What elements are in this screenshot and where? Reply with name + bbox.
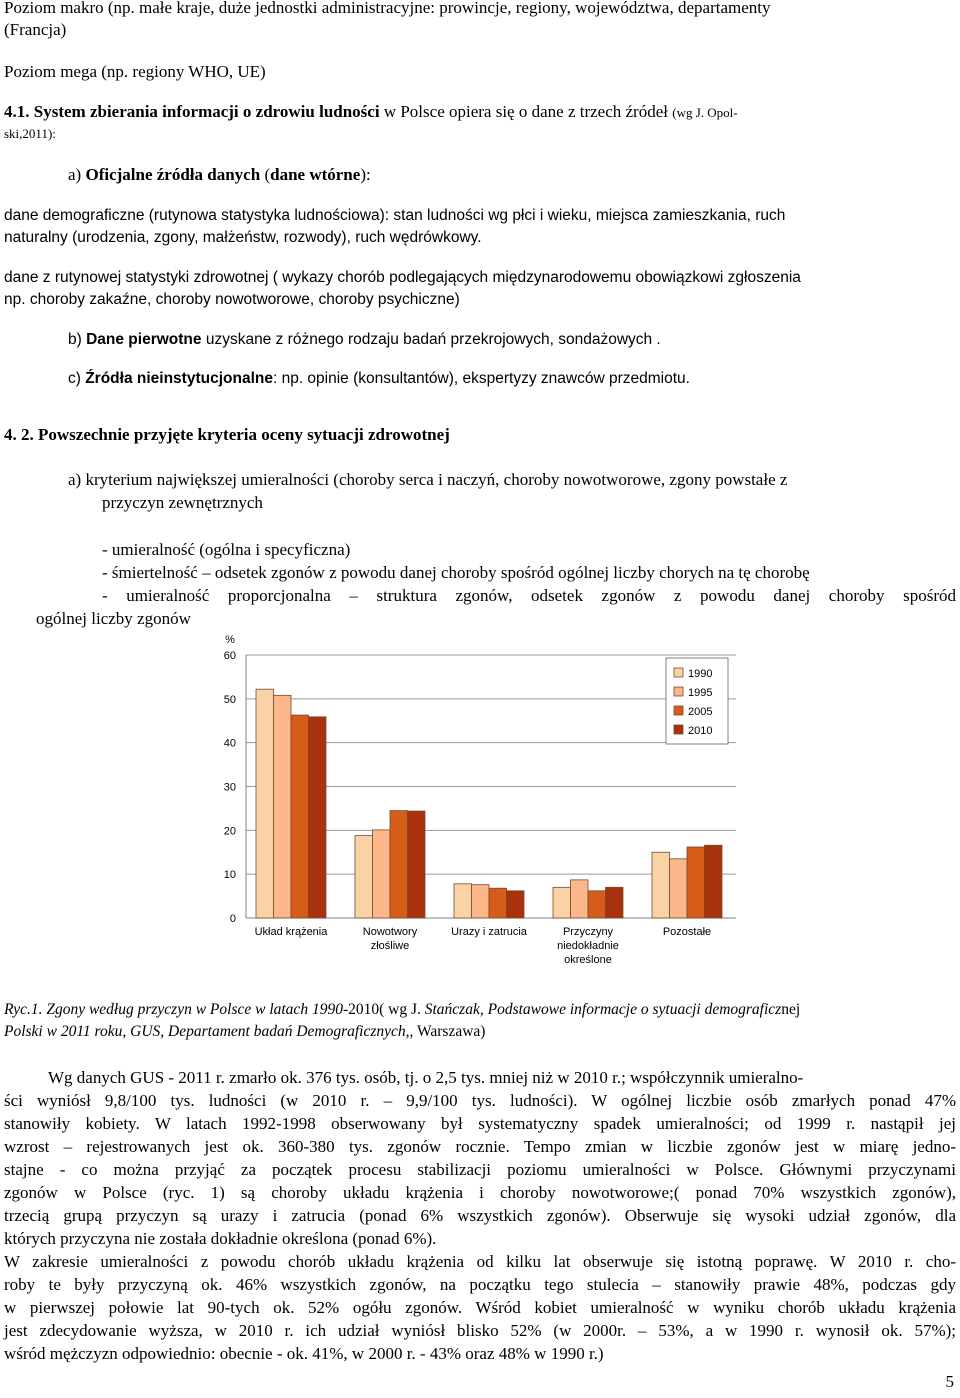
paragraph-line: ści wyniósł 9,8/100 tys. ludności (w 2010 r. – 9,9/100 tys. ludności). W ogólnej liczbie osób zmarłych ponad 47% [4, 1091, 956, 1110]
caption-span: Ryc.1. Zgony według przyczyn w Polsce w latach 1990- [4, 1001, 349, 1018]
y-tick-label: 40 [223, 737, 236, 750]
text-line: - umieralność (ogólna i specyficzna) [102, 540, 351, 559]
text-line: ogólnej liczby zgonów [36, 609, 191, 628]
plot-area [224, 634, 736, 966]
text-span: uzyskane z różnego rodzaju badań przekrojowych, sondażowych . [201, 331, 661, 348]
caption-span: Polski w 2011 roku, GUS, Departament badań Demograficznych, [4, 1023, 410, 1040]
bar [705, 845, 723, 918]
x-tick-label: Nowotwory [362, 926, 418, 938]
text-bold: Oficjalne źródła danych [85, 165, 261, 184]
bar [571, 880, 589, 918]
bar [408, 811, 426, 918]
paragraph-line: wzrost – rejestrowanych jest ok. 360-380 tys. zgonów rocznie. Tempo zmian w liczbie zgonów jest w miarę jedno- [4, 1137, 956, 1156]
bar [309, 717, 327, 918]
caption-span: Stańczak, Podstawowe informacje o sytuacji demograficz [424, 1001, 782, 1018]
text-span: : np. opinie (konsultantów), ekspertyzy znawców przedmiotu. [272, 370, 690, 387]
bar [507, 891, 525, 918]
bar [355, 836, 373, 918]
text-span: (wg J. Opol- [672, 105, 738, 120]
text-line: a) kryterium największej umieralności (choroby serca i naczyń, choroby nowotworowe, zgony powstałe z [68, 470, 788, 489]
bar [553, 887, 571, 918]
list-item-c [68, 368, 690, 390]
x-tick-label: określone [564, 954, 612, 966]
legend-label: 2005 [688, 706, 713, 718]
text-line: - umieralność proporcjonalna – struktura zgonów, odsetek zgonów z powodu danej choroby spośród [102, 586, 956, 605]
y-tick-label: 60 [223, 650, 236, 662]
text-bold: dane wtórne [270, 165, 361, 184]
list-item-a [68, 164, 371, 186]
legend-swatch [674, 687, 683, 696]
paragraph-line: w pierwszej połowie lat 90-tych ok. 52% ogółu zgonów. Wśród kobiet umieralność w wyniku chorób układu krążenia [4, 1298, 956, 1317]
list-item-b [68, 329, 661, 351]
text-bold: Dane pierwotne [86, 331, 202, 348]
y-tick-label: 10 [223, 869, 236, 882]
bar [373, 830, 391, 918]
bar [670, 859, 688, 918]
figure-caption [4, 1021, 485, 1043]
legend-label: 2010 [688, 725, 713, 737]
bar [489, 888, 507, 918]
page-number: 5 [945, 1372, 954, 1391]
text-span: w Polsce opiera się o dane z trzech źródeł [379, 102, 673, 121]
x-tick-label: złośliwe [370, 940, 410, 952]
bar [606, 887, 624, 918]
y-axis-label: % [225, 634, 235, 646]
paragraph-line: stanowiły kobiety. W latach 1992-1998 obserwowany był systematyczny spadek umieralności; od 1999 r. nastąpił jej [4, 1114, 956, 1133]
text-line: dane demograficzne (rutynowa statystyka ludnościowa): stan ludności wg płci i wieku, miejsca zamieszkania, ruch [4, 207, 786, 224]
caption-span: 2010( wg J. [348, 1001, 425, 1018]
bar [652, 852, 670, 918]
text-line: Poziom mega (np. regiony WHO, UE) [4, 62, 266, 81]
paragraph-line: stajne - co można przyjąć za początek procesu stabilizacji poziomu umieralności w Polsce. Głównymi przyczynami [4, 1160, 956, 1179]
legend-label: 1995 [688, 687, 713, 699]
x-tick-label: Przyczyny [562, 926, 614, 938]
text-line: przyczyn zewnętrznych [102, 493, 263, 512]
text-line: dane z rutynowej statystyki zdrowotnej ( wykazy chorób podlegających międzynarodowemu obowiązkowi zgłoszenia [4, 269, 801, 286]
x-tick-label: Pozostałe [662, 926, 712, 938]
paragraph-line: zgonów w Polsce (ryc. 1) są choroby układu krążenia i choroby nowotworowe;( ponad 70% wszystkich zgonów), [4, 1183, 956, 1202]
caption-span: , Warszawa) [409, 1023, 486, 1040]
y-tick-label: 20 [223, 825, 236, 838]
bar [390, 811, 408, 918]
x-tick-label: Urazy i zatrucia [451, 926, 527, 938]
legend-swatch [674, 706, 683, 715]
paragraph-line: jest zdecydowanie wyższa, w 2010 r. ich udział wyniósł blisko 52% (w 2000r. – 53%, a w 1990 r. wynosił ok. 57%); [4, 1321, 956, 1340]
section-heading-4-2: 4. 2. Powszechnie przyjęte kryteria oceny sytuacji zdrowotnej [4, 425, 450, 444]
x-tick-label: Układ krążenia [254, 926, 328, 938]
section-heading-4-1 [4, 101, 738, 124]
bar [274, 695, 292, 918]
text-line: ski,2011): [4, 126, 56, 141]
text-line: - śmiertelność – odsetek zgonów z powodu danej choroby spośród ogólnej liczby chorych na tę chorobę [102, 563, 810, 582]
text-bold: Źródła nieinstytucjonalne [85, 370, 273, 387]
text-span: a) [68, 165, 86, 184]
text-line: (Francja) [4, 20, 67, 39]
figure-caption [4, 999, 800, 1021]
text-span: c) [68, 370, 86, 387]
bar [454, 884, 472, 918]
text-span: ): [360, 165, 371, 184]
heading-bold: 4.1. System zbierania informacji o zdrowiu ludności [4, 102, 380, 121]
text-span: ( [260, 165, 271, 184]
paragraph-line: Wg danych GUS - 2011 r. zmarło ok. 376 tys. osób, tj. o 2,5 tys. mniej niż w 2010 r.; współczynnik umieralno- [48, 1068, 804, 1087]
text-span: b) [68, 331, 87, 348]
y-tick-label: 0 [229, 913, 236, 925]
caption-span: nej [781, 1001, 801, 1018]
y-tick-label: 50 [223, 693, 236, 706]
legend-swatch [674, 725, 683, 734]
paragraph-line: trzecią grupą przyczyn są urazy i zatrucia (ponad 6% wszystkich zgonów). Obserwuje się wysoki udział zgonów, dla [4, 1206, 956, 1225]
text-line: naturalny (urodzenia, zgony, małżeństw, rozwody), ruch wędrówkowy. [4, 229, 482, 246]
x-tick-label: niedokładnie [557, 940, 619, 952]
text-line: np. choroby zakaźne, choroby nowotworowe, choroby psychiczne) [4, 291, 460, 308]
bar [256, 689, 274, 918]
paragraph-line: których przyczyna nie została dokładnie określona (ponad 6%). [4, 1229, 437, 1248]
legend-swatch [674, 668, 683, 677]
death-causes-bar-chart [218, 630, 763, 980]
paragraph-line: wśród mężczyzn odpowiednio: obecnie - ok. 41%, w 2000 r. - 43% oraz 48% w 1990 r.) [4, 1344, 604, 1363]
paragraph-line: W zakresie umieralności z powodu chorób układu krążenia od kilku lat obserwuje się istotną poprawę. W 2010 r. cho- [4, 1252, 956, 1271]
bar [687, 847, 705, 918]
y-tick-label: 30 [223, 781, 236, 794]
legend-label: 1990 [688, 668, 713, 680]
text-line: Poziom makro (np. małe kraje, duże jednostki administracyjne: prowincje, regiony, województwa, departamenty [4, 0, 771, 17]
bar [588, 891, 606, 918]
bar [291, 715, 309, 918]
paragraph-line: roby te były przyczyną ok. 46% wszystkich zgonów, na początku tego stulecia – stanowiły prawie 48%, podczas gdy [4, 1275, 956, 1294]
bar [472, 885, 490, 918]
